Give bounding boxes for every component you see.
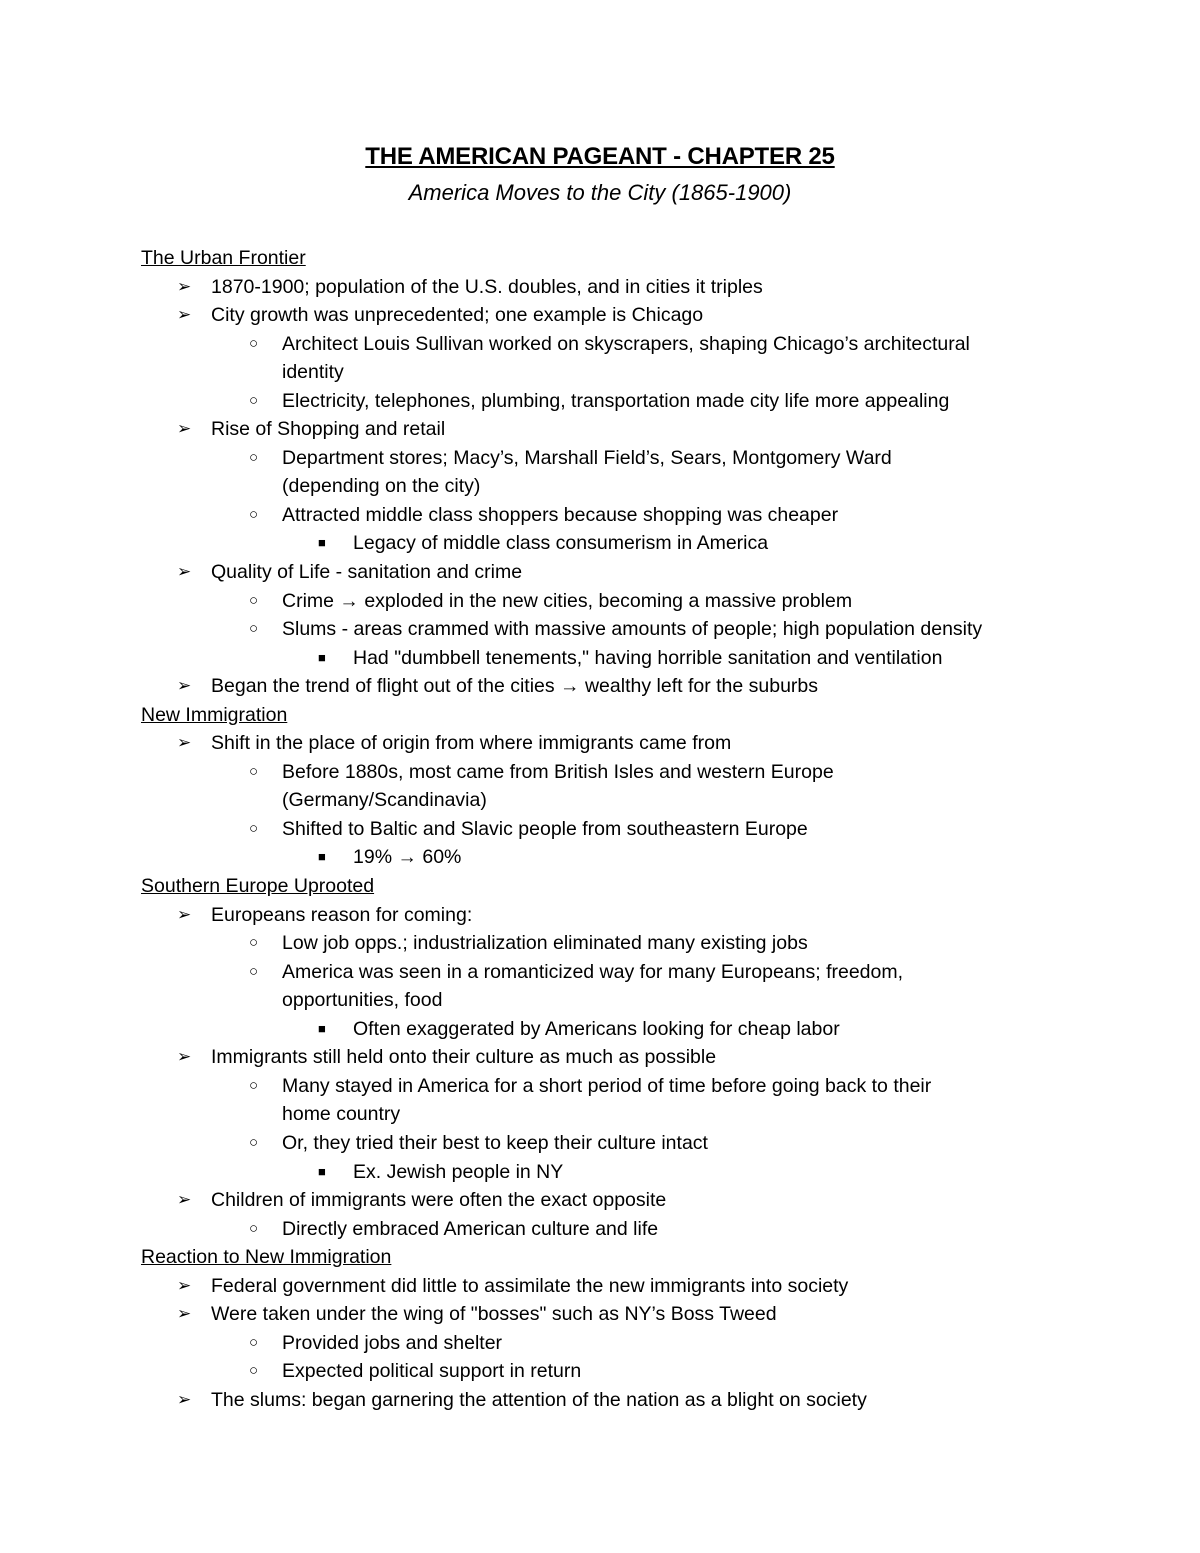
- bullet-icon: ○: [249, 620, 259, 638]
- bullet-icon: ➢: [177, 562, 192, 582]
- bullet-icon: ➢: [177, 276, 192, 296]
- list-item: [0, 587, 1200, 616]
- list-item: [0, 1329, 1200, 1358]
- list-item-text: Crime → exploded in the new cities, becoming a massive problem: [282, 589, 853, 612]
- bullet-icon: ○: [249, 448, 259, 466]
- list-item-text: Ex. Jewish people in NY: [353, 1160, 564, 1183]
- list-item: [0, 358, 1200, 387]
- list-item-text: Department stores; Macy’s, Marshall Field’s, Sears, Montgomery Ward: [282, 446, 892, 469]
- list-item-text: Many stayed in America for a short period of time before going back to their: [282, 1074, 932, 1097]
- bullet-icon: ■: [318, 849, 326, 865]
- list-item-text: Slums - areas crammed with massive amounts of people; high population density: [282, 618, 983, 641]
- section-heading: [0, 244, 1200, 273]
- list-item: [0, 1129, 1200, 1158]
- bullet-icon: ○: [249, 819, 259, 837]
- bullet-icon: ○: [249, 1333, 259, 1351]
- list-item: [0, 387, 1200, 416]
- list-item-text: Expected political support in return: [282, 1360, 582, 1383]
- list-item-text: Federal government did little to assimilate the new immigrants into society: [211, 1274, 849, 1297]
- list-item: [0, 1015, 1200, 1044]
- bullet-icon: ➢: [177, 419, 192, 439]
- list-item-text: Architect Louis Sullivan worked on skyscrapers, shaping Chicago’s architectural: [282, 332, 970, 355]
- bullet-icon: ○: [249, 1362, 259, 1380]
- document-subtitle: America Moves to the City (1865-1900): [408, 180, 792, 205]
- bullet-icon: ○: [249, 962, 259, 980]
- list-item-text: Directly embraced American culture and life: [282, 1217, 659, 1240]
- list-item-text: Provided jobs and shelter: [282, 1331, 503, 1354]
- list-item: [0, 929, 1200, 958]
- list-item: [0, 1300, 1200, 1329]
- list-item-text: Had "dumbbell tenements," having horrible sanitation and ventilation: [353, 646, 943, 669]
- section-heading-text: New Immigration: [141, 703, 288, 726]
- section-heading: [0, 701, 1200, 730]
- list-item-text: Children of immigrants were often the exact opposite: [211, 1189, 667, 1212]
- list-item-text: Were taken under the wing of "bosses" such as NY’s Boss Tweed: [211, 1303, 777, 1326]
- bullet-icon: ➢: [177, 676, 192, 696]
- list-item-text: Began the trend of flight out of the cities → wealthy left for the suburbs: [211, 675, 819, 698]
- list-item: [0, 986, 1200, 1015]
- list-item: [0, 1386, 1200, 1415]
- section-heading: [0, 1243, 1200, 1272]
- list-item: [0, 1043, 1200, 1072]
- list-item: [0, 415, 1200, 444]
- bullet-icon: ■: [318, 1163, 326, 1179]
- list-item-text: 1870-1900; population of the U.S. doubles, and in cities it triples: [211, 275, 763, 298]
- list-item-text: Electricity, telephones, plumbing, transportation made city life more appealing: [282, 389, 950, 412]
- bullet-icon: ■: [318, 535, 326, 551]
- list-item-text: Europeans reason for coming:: [211, 903, 473, 926]
- list-item: [0, 901, 1200, 930]
- bullet-icon: ■: [318, 649, 326, 665]
- list-item-text: (depending on the city): [282, 475, 481, 498]
- list-item: [0, 1215, 1200, 1244]
- bullet-icon: ➢: [177, 1275, 192, 1295]
- bullet-icon: ➢: [177, 1047, 192, 1067]
- list-item: [0, 501, 1200, 530]
- bullet-icon: ○: [249, 505, 259, 523]
- list-item: [0, 729, 1200, 758]
- section-heading-text: The Urban Frontier: [141, 247, 306, 269]
- bullet-icon: ➢: [177, 1304, 192, 1324]
- section-heading: [0, 872, 1200, 901]
- list-item-text: Low job opps.; industrialization eliminated many existing jobs: [282, 932, 808, 955]
- list-item-text: Immigrants still held onto their culture as much as possible: [211, 1046, 717, 1069]
- list-item: [0, 1072, 1200, 1101]
- list-item-text: identity: [282, 361, 344, 384]
- list-item: [0, 558, 1200, 587]
- list-item-text: (Germany/Scandinavia): [282, 789, 487, 812]
- bullet-icon: ○: [249, 591, 259, 609]
- list-item-text: The slums: began garnering the attention of the nation as a blight on society: [211, 1388, 867, 1411]
- list-item: [0, 786, 1200, 815]
- section-heading-text: Reaction to New Immigration: [141, 1246, 392, 1269]
- list-item: [0, 273, 1200, 302]
- list-item-text: Attracted middle class shoppers because shopping was cheaper: [282, 503, 839, 526]
- bullet-icon: ➢: [177, 1190, 192, 1210]
- bullet-icon: ➢: [177, 305, 192, 325]
- list-item: [0, 815, 1200, 844]
- bullet-icon: ○: [249, 1133, 259, 1151]
- list-item-text: Or, they tried their best to keep their culture intact: [282, 1131, 708, 1154]
- list-item: [0, 472, 1200, 501]
- bullet-icon: ➢: [177, 733, 192, 753]
- list-item: [0, 644, 1200, 673]
- list-item-text: Shift in the place of origin from where immigrants came from: [211, 732, 732, 755]
- list-item-text: Rise of Shopping and retail: [211, 418, 446, 441]
- list-item: [0, 330, 1200, 359]
- list-item-text: City growth was unprecedented; one example is Chicago: [211, 304, 704, 327]
- list-item: [0, 758, 1200, 787]
- list-item-text: Before 1880s, most came from British Isles and western Europe: [282, 760, 834, 783]
- list-item: [0, 529, 1200, 558]
- list-item: [0, 843, 1200, 872]
- document-body: [0, 244, 1200, 1414]
- bullet-icon: ○: [249, 1219, 259, 1237]
- list-item: [0, 1100, 1200, 1129]
- bullet-icon: ○: [249, 334, 259, 352]
- list-item: [0, 301, 1200, 330]
- list-item-text: Quality of Life - sanitation and crime: [211, 561, 523, 584]
- list-item-text: opportunities, food: [282, 989, 443, 1012]
- bullet-icon: ○: [249, 934, 259, 952]
- list-item: [0, 444, 1200, 473]
- list-item: [0, 672, 1200, 701]
- list-item: [0, 615, 1200, 644]
- bullet-icon: ➢: [177, 904, 192, 924]
- list-item: [0, 1357, 1200, 1386]
- document-title: THE AMERICAN PAGEANT - CHAPTER 25: [365, 143, 835, 170]
- list-item: [0, 1272, 1200, 1301]
- list-item: [0, 1186, 1200, 1215]
- list-item-text: 19% → 60%: [353, 846, 462, 869]
- list-item-text: Shifted to Baltic and Slavic people from southeastern Europe: [282, 817, 808, 840]
- bullet-icon: ■: [318, 1020, 326, 1036]
- list-item-text: home country: [282, 1103, 401, 1126]
- bullet-icon: ○: [249, 391, 259, 409]
- list-item-text: Often exaggerated by Americans looking for cheap labor: [353, 1017, 840, 1040]
- list-item-text: Legacy of middle class consumerism in America: [353, 532, 769, 555]
- section-heading-text: Southern Europe Uprooted: [141, 875, 375, 898]
- bullet-icon: ○: [249, 762, 259, 780]
- bullet-icon: ➢: [177, 1389, 192, 1409]
- bullet-icon: ○: [249, 1076, 259, 1094]
- list-item: [0, 1158, 1200, 1187]
- list-item-text: America was seen in a romanticized way for many Europeans; freedom,: [282, 960, 904, 983]
- list-item: [0, 958, 1200, 987]
